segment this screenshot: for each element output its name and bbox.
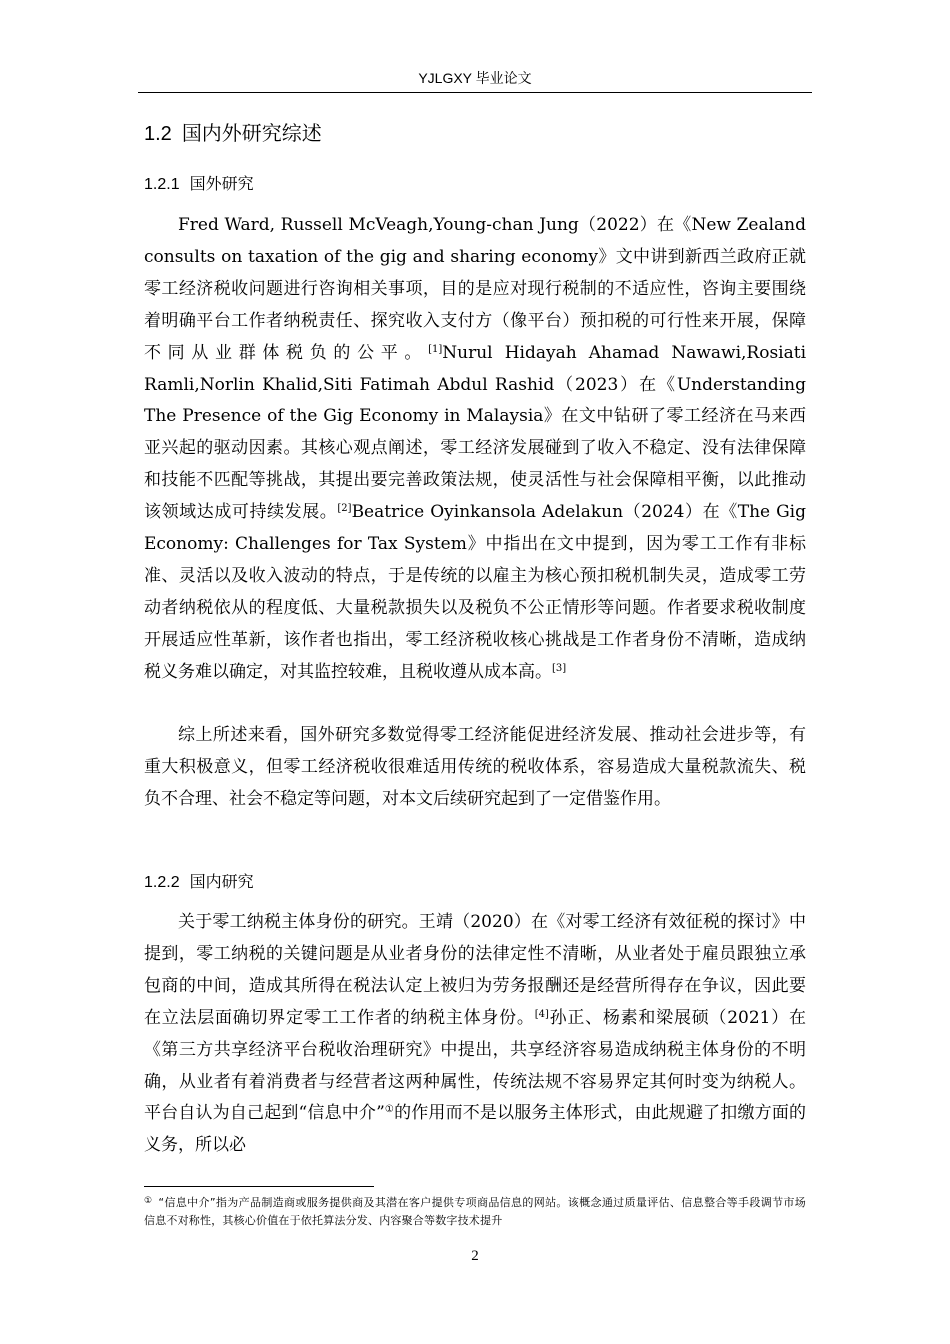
footnote	[144, 1192, 806, 1230]
footnote-mark: ①	[144, 1196, 153, 1206]
section-heading	[144, 120, 322, 147]
paragraph-text: Beatrice Oyinkansola Adelakun（2024）在《The Gig Economy: Challenges for Tax System》中指出在文中提到，因为零工工作有非标准、灵活以及收入波动的特点，于是传统的以雇主为核心预扣税机制失灵，造成零工劳动者纳税依从的程度低、大量税款损失以及税负不公正情形等问题。作者要求税收制度开展适应性革新，该作者也指出，零工经济税收核心挑战是工作者身份不清晰，造成纳税义务难以确定，对其监控较难，且税收遵从成本高。	[144, 502, 807, 682]
footnote-ref: ①	[384, 1104, 395, 1116]
paragraph-domestic-research	[144, 907, 806, 1162]
paragraph-text: 的作用而不是以服务主体形式，由此规避了扣缴方面的义务，所以必	[144, 1103, 806, 1156]
paragraph-text: 关于零工纳税主体身份的研究。王靖（2020）在《对零工经济有效征税的探讨》中提到，零工纳税的关键问题是从业者身份的法律定性不清晰，从业者处于雇员跟独立承包商的中间，造成其所得在税法认定上被归为劳务报酬还是经营所得存在争议，因此要在立法层面确切界定零工工作者的纳税主体身份。	[144, 912, 806, 1028]
citation-ref: [1]	[428, 343, 443, 355]
citation-ref: [3]	[552, 662, 567, 674]
paragraph-text: Fred Ward, Russell McVeagh,Young-chan Jung（2022）在《New Zealand consults on taxation of the gig and sharing economy》文中讲到新西兰政府正就零工经济税收问题进行咨询相关事项，目的是应对现行税制的不适应性，咨询主要围绕着明确平台工作者纳税责任、探究收入支付方（像平台）预扣税的可行性来开展，保障不同从业群体税负的公平。	[144, 215, 806, 363]
footnote-separator	[144, 1186, 374, 1187]
paragraph-text: 孙正、杨素和梁展硕（2021）在《第三方共享经济平台税收治理研究》中提出，共享经济容易造成纳税主体身份的不明确，从业者有着消费者与经营者这两种属性，传统法规不容易界定其何时变为纳税人。平台自认为自己起到“信息中介”	[144, 1007, 807, 1124]
citation-ref: [2]	[337, 503, 352, 515]
section-title: 国内外研究综述	[181, 121, 322, 145]
subsection-title: 国内研究	[189, 872, 254, 891]
citation-ref: [4]	[534, 1008, 549, 1020]
footnote-text: “信息中介”指为产品制造商或服务提供商及其潜在客户提供专项商品信息的网站。该概念通过质量评估、信息整合等手段调节市场信息不对称性，其核心价值在于依托算法分发、内容聚合等数字技术提升	[144, 1196, 806, 1227]
paragraph-foreign-research	[144, 210, 806, 689]
section-number: 1.2	[144, 123, 172, 145]
running-header: YJLGXY 毕业论文	[418, 70, 532, 86]
subsection-number: 1.2.1	[144, 176, 180, 193]
header-rule	[138, 92, 812, 93]
paragraph-summary: 综上所述来看，国外研究多数觉得零工经济能促进经济发展、推动社会进步等，有重大积极意义，但零工经济税收很难适用传统的税收体系，容易造成大量税款流失、税负不合理、社会不稳定等问题，对本文后续研究起到了一定借鉴作用。	[144, 725, 806, 809]
subsection-number: 1.2.2	[144, 874, 180, 891]
subsection-heading-domestic	[144, 871, 254, 894]
paragraph-text: Nurul Hidayah Ahamad Nawawi,Rosiati Ramli,Norlin Khalid,Siti Fatimah Abdul Rashid（2023）在《Understanding The Presence of the Gig Economy in Malaysia》在文中钻研了零工经济在马来西亚兴起的驱动因素。其核心观点阐述，零工经济发展碰到了收入不稳定、没有法律保障和技能不匹配等挑战，其提出要完善政策法规，使灵活性与社会保障相平衡，以此推动该领域达成可持续发展。	[144, 342, 807, 523]
subsection-heading-foreign	[144, 173, 254, 196]
subsection-title: 国外研究	[189, 174, 254, 193]
page-number: 2	[471, 1248, 479, 1264]
